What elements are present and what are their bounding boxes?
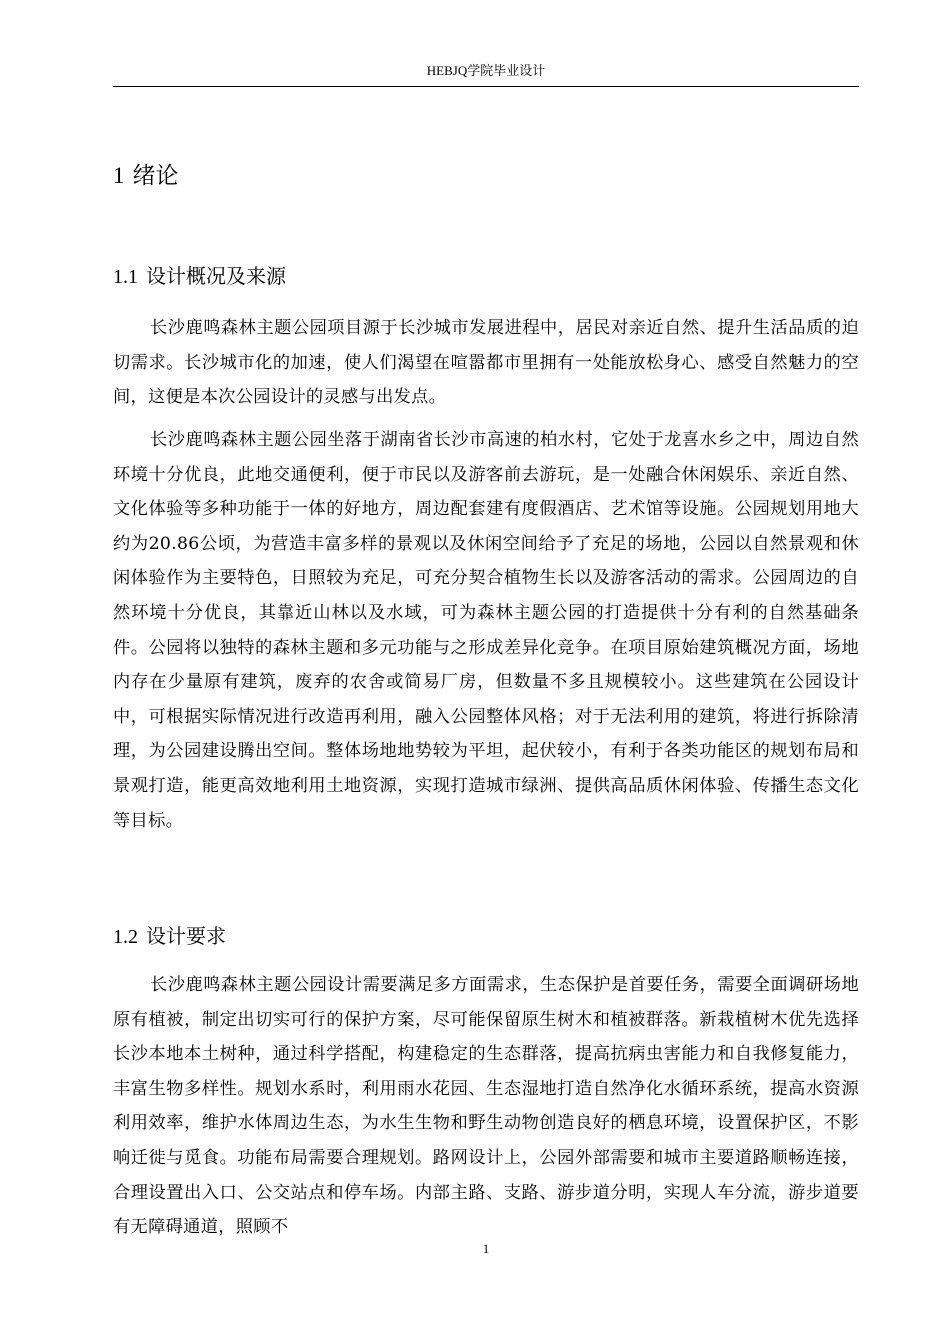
header-divider (113, 86, 859, 87)
body-paragraph: 长沙鹿鸣森林主题公园坐落于湖南省长沙市高速的柏水村，它处于龙喜水乡之中，周边自然环境十分优良，此地交通便利，便于市民以及游客前去游玩，是一处融合休闲娱乐、亲近自然、文化体验等多种功能于一体的好地方，周边配套建有度假酒店、艺术馆等设施。公园规划用地大约为20.86公顷，为营造丰富多样的景观以及休闲空间给予了充足的场地，公园以自然景观和休闲体验作为主要特色，日照较为充足，可充分契合植物生长以及游客活动的需求。公园周边的自然环境十分优良，其靠近山林以及水域，可为森林主题公园的打造提供十分有利的自然基础条件。公园将以独特的森林主题和多元功能与之形成差异化竞争。在项目原始建筑概况方面，场地内存在少量原有建筑，废弃的农舍或简易厂房，但数量不多且规模较小。这些建筑在公园设计中，可根据实际情况进行改造再利用，融入公园整体风格；对于无法利用的建筑，将进行拆除清理，为公园建设腾出空间。整体场地地势较为平坦，起伏较小，有利于各类功能区的规划布局和景观打造，能更高效地利用土地资源，实现打造城市绿洲、提供高品质休闲体验、传播生态文化等目标。 (113, 430, 859, 831)
page-header: HEBJQ学院毕业设计 (426, 63, 546, 78)
chapter-heading (113, 160, 179, 192)
section-heading (113, 262, 286, 291)
section-number: 1.1 (113, 266, 138, 288)
body-paragraph: 长沙鹿鸣森林主题公园项目源于长沙城市发展进程中，居民对亲近自然、提升生活品质的迫切需求。长沙城市化的加速，使人们渴望在喧嚣都市里拥有一处能放松身心、感受自然魅力的空间，这便是本次公园设计的灵感与出发点。 (113, 318, 859, 408)
section-heading (113, 922, 226, 951)
section-number: 1.2 (113, 926, 138, 948)
section-title: 设计要求 (146, 924, 226, 948)
page-number: 1 (482, 1241, 490, 1256)
section-title: 设计概况及来源 (146, 264, 286, 288)
body-paragraph: 长沙鹿鸣森林主题公园设计需要满足多方面需求，生态保护是首要任务，需要全面调研场地原有植被，制定出切实可行的保护方案，尽可能保留原生树木和植被群落。新栽植树木优先选择长沙本地本土树种，通过科学搭配，构建稳定的生态群落，提高抗病虫害能力和自我修复能力，丰富生物多样性。规划水系时，利用雨水花园、生态湿地打造自然净化水循环系统，提高水资源利用效率，维护水体周边生态，为水生生物和野生动物创造良好的栖息环境，设置保护区，不影响迁徙与觅食。功能布局需要合理规划。路网设计上，公园外部需要和城市主要道路顺畅连接，合理设置出入口、公交站点和停车场。内部主路、支路、游步道分明，实现人车分流，游步道要有无障碍通道，照顾不 (113, 975, 859, 1238)
chapter-number: 1 (113, 163, 125, 188)
chapter-title: 绪论 (132, 163, 179, 189)
